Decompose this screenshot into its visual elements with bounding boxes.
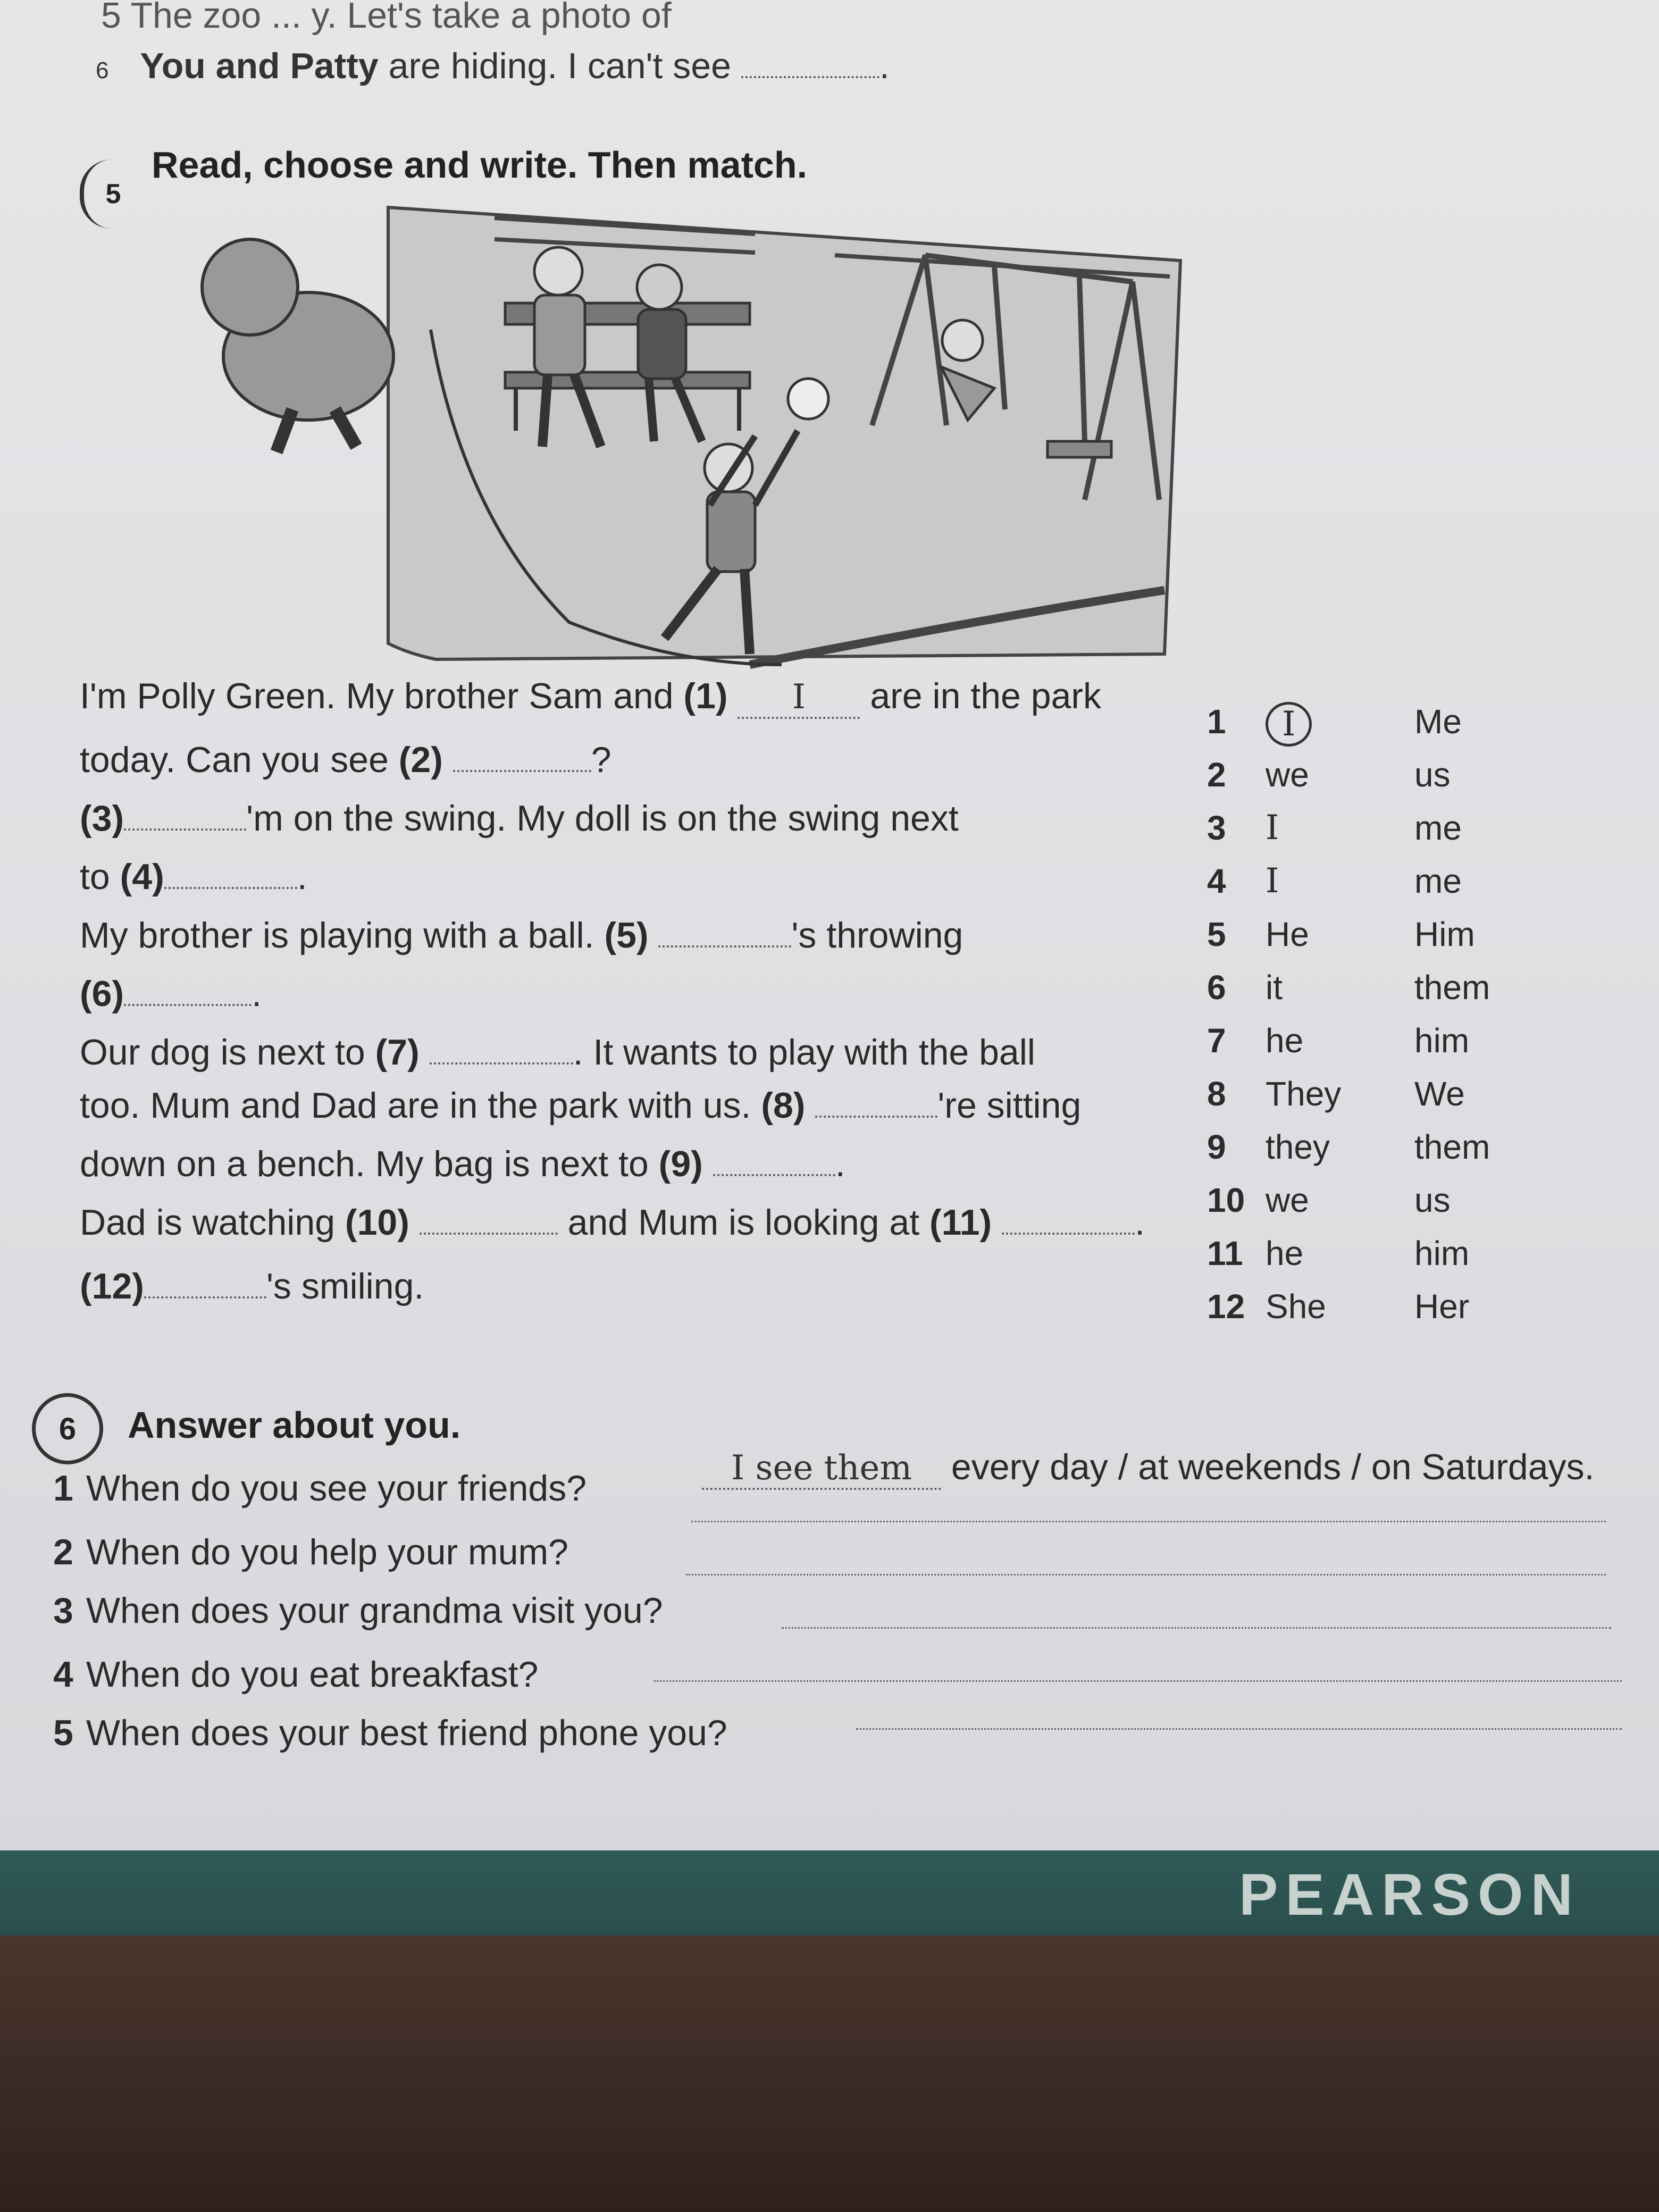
story-text: Dad is watching bbox=[80, 1202, 345, 1243]
match-number: 5 bbox=[1207, 915, 1226, 953]
match-option-a[interactable]: I bbox=[1266, 861, 1279, 901]
gap-number: (4) bbox=[120, 857, 164, 897]
match-row-10 bbox=[1207, 1180, 1537, 1234]
question-number: 5 bbox=[53, 1713, 73, 1753]
answer-1-rest: every day / at weekends / on Saturdays. bbox=[951, 1447, 1595, 1487]
question-5 bbox=[53, 1712, 727, 1754]
gap-number: (1) bbox=[683, 676, 728, 716]
match-option-b[interactable]: them bbox=[1414, 1128, 1490, 1166]
answer-3-line[interactable] bbox=[782, 1627, 1611, 1629]
match-row-4 bbox=[1207, 861, 1537, 915]
exercise5-instruction: Read, choose and write. Then match. bbox=[152, 144, 808, 186]
match-option-b[interactable]: Me bbox=[1414, 702, 1462, 741]
gap-9-blank[interactable] bbox=[713, 1174, 835, 1176]
story-text: 's throwing bbox=[791, 915, 963, 956]
question-number: 4 bbox=[53, 1654, 73, 1695]
gap-number: (8) bbox=[761, 1085, 806, 1126]
story-text: . It wants to play with the ball bbox=[573, 1032, 1035, 1073]
exercise6-number: 6 bbox=[32, 1393, 103, 1464]
match-number: 8 bbox=[1207, 1075, 1226, 1113]
gap-number: (10) bbox=[345, 1202, 409, 1243]
match-option-a[interactable]: he bbox=[1266, 1234, 1304, 1272]
gap-number: (11) bbox=[929, 1202, 992, 1243]
story-text: down on a bench. My bag is next to bbox=[80, 1144, 659, 1184]
gap-number: (7) bbox=[375, 1032, 420, 1073]
question-text: When do you eat breakfast? bbox=[86, 1654, 539, 1695]
match-number: 12 bbox=[1207, 1287, 1245, 1326]
match-row-2 bbox=[1207, 755, 1537, 808]
match-option-a[interactable]: She bbox=[1266, 1287, 1326, 1326]
story-line-10: Dad is watching (10) and Mum is looking at (11) . bbox=[80, 1202, 1145, 1243]
match-option-b[interactable]: them bbox=[1414, 968, 1490, 1007]
story-text: 's smiling. bbox=[266, 1266, 424, 1306]
story-text: too. Mum and Dad are in the park with us. bbox=[80, 1085, 761, 1126]
answer-4-line[interactable] bbox=[654, 1680, 1622, 1682]
line6-bold-text: You and Patty bbox=[140, 46, 379, 86]
match-option-b[interactable]: him bbox=[1414, 1234, 1470, 1272]
story-line-3 bbox=[80, 798, 959, 839]
gap-4-blank[interactable] bbox=[164, 887, 297, 889]
dog-icon bbox=[202, 239, 393, 452]
gap-3-blank[interactable] bbox=[124, 828, 246, 831]
circled-answer: I bbox=[1266, 702, 1312, 747]
answer-5-line[interactable] bbox=[856, 1728, 1622, 1730]
match-row-7 bbox=[1207, 1021, 1537, 1074]
story-text: . bbox=[835, 1144, 845, 1184]
story-line-5 bbox=[80, 915, 963, 956]
question-number: 1 bbox=[53, 1468, 73, 1509]
empty-swing-seat-icon bbox=[1048, 441, 1111, 457]
match-number: 4 bbox=[1207, 862, 1226, 900]
match-row-3 bbox=[1207, 808, 1537, 861]
exercise5-number: 5 bbox=[80, 160, 143, 229]
story-text: . bbox=[252, 974, 262, 1014]
story-line-8 bbox=[80, 1085, 1081, 1126]
answer-2-line[interactable] bbox=[686, 1574, 1606, 1576]
match-option-a[interactable]: they bbox=[1266, 1128, 1330, 1166]
question-text: When does your grandma visit you? bbox=[86, 1590, 663, 1631]
match-number: 3 bbox=[1207, 809, 1226, 847]
story-text: 'm on the swing. My doll is on the swing next bbox=[246, 798, 959, 839]
match-number: 9 bbox=[1207, 1128, 1226, 1166]
story-text: today. Can you see bbox=[80, 740, 399, 780]
match-row-5 bbox=[1207, 915, 1537, 968]
gap-2-blank[interactable] bbox=[453, 770, 591, 772]
gap-number: (12) bbox=[80, 1266, 144, 1306]
match-row-12 bbox=[1207, 1287, 1537, 1340]
gap-11-blank[interactable] bbox=[1002, 1233, 1135, 1235]
gap-number: (9) bbox=[658, 1144, 703, 1184]
story-line-4 bbox=[80, 856, 307, 898]
match-option-b[interactable]: Him bbox=[1414, 915, 1475, 953]
line6-rest-text: are hiding. I can't see bbox=[388, 46, 731, 86]
gap-number: (3) bbox=[80, 798, 124, 839]
gap-7-blank[interactable] bbox=[430, 1062, 573, 1065]
question-text: When do you see your friends? bbox=[86, 1468, 587, 1509]
match-option-b[interactable]: We bbox=[1414, 1075, 1465, 1113]
answer-1 bbox=[702, 1446, 1594, 1490]
story-text: ? bbox=[591, 740, 611, 780]
exercise4-line6: 6 You and Patty are hiding. I can't see . bbox=[96, 46, 890, 86]
match-number: 1 bbox=[1207, 702, 1226, 741]
gap-5-blank[interactable] bbox=[658, 945, 791, 948]
match-option-b[interactable]: him bbox=[1414, 1021, 1470, 1060]
match-option-a[interactable]: we bbox=[1266, 1181, 1309, 1219]
story-line-11 bbox=[80, 1266, 424, 1307]
question-2 bbox=[53, 1531, 568, 1573]
question-text: When do you help your mum? bbox=[86, 1532, 568, 1572]
match-row-11 bbox=[1207, 1234, 1537, 1287]
match-row-6 bbox=[1207, 968, 1537, 1021]
gap-6-blank[interactable] bbox=[124, 1004, 252, 1006]
match-option-a[interactable]: I bbox=[1266, 808, 1279, 848]
match-option-a[interactable]: he bbox=[1266, 1021, 1304, 1060]
match-option-b[interactable]: us bbox=[1414, 756, 1451, 794]
table-surface bbox=[0, 1936, 1659, 2212]
story-line-2 bbox=[80, 739, 611, 781]
story-text: to bbox=[80, 857, 120, 897]
line6-blank[interactable] bbox=[741, 76, 879, 78]
story-text: . bbox=[297, 857, 307, 897]
gap-8-blank[interactable] bbox=[815, 1116, 937, 1118]
match-option-b[interactable]: me bbox=[1414, 862, 1462, 900]
story-text: and Mum is looking at bbox=[557, 1202, 929, 1243]
match-option-a[interactable] bbox=[1266, 702, 1312, 747]
match-number: 10 bbox=[1207, 1181, 1245, 1219]
match-option-a[interactable]: They bbox=[1266, 1075, 1342, 1113]
match-option-b[interactable]: Her bbox=[1414, 1287, 1470, 1326]
match-option-a[interactable]: He bbox=[1266, 915, 1309, 953]
story-text: 're sitting bbox=[937, 1085, 1082, 1126]
story-text: Our dog is next to bbox=[80, 1032, 375, 1073]
ball-icon bbox=[788, 379, 828, 419]
exercise6-instruction: Answer about you. bbox=[128, 1404, 461, 1446]
gap-10-blank[interactable] bbox=[420, 1233, 558, 1235]
exercise4-line5-fragment: 5 The zoo ... y. Let's take a photo of bbox=[101, 0, 672, 36]
match-number: 2 bbox=[1207, 756, 1226, 794]
answer-1-blank[interactable]: I see them bbox=[702, 1448, 941, 1490]
match-number: 7 bbox=[1207, 1021, 1226, 1060]
story-line-6 bbox=[80, 973, 262, 1015]
publisher-logo: PEARSON bbox=[1239, 1862, 1580, 1928]
story-text: My brother is playing with a ball. bbox=[80, 915, 605, 956]
line6-number: 6 bbox=[96, 57, 109, 83]
gap-12-blank[interactable] bbox=[144, 1296, 266, 1298]
question-4 bbox=[53, 1654, 538, 1695]
story-text: I'm Polly Green. My brother Sam and bbox=[80, 676, 684, 716]
gap-number: (2) bbox=[398, 740, 443, 780]
question-1 bbox=[53, 1468, 586, 1509]
story-line-9 bbox=[80, 1143, 845, 1185]
match-row-1 bbox=[1207, 702, 1537, 755]
match-option-a[interactable]: we bbox=[1266, 756, 1309, 794]
match-option-b[interactable]: us bbox=[1414, 1181, 1451, 1219]
match-option-b[interactable]: me bbox=[1414, 809, 1462, 847]
gap-number: (5) bbox=[604, 915, 649, 956]
match-number: 11 bbox=[1207, 1234, 1243, 1272]
answer-1-line-2[interactable] bbox=[691, 1521, 1606, 1522]
gap-1-blank[interactable]: I bbox=[738, 677, 860, 719]
match-row-8 bbox=[1207, 1074, 1537, 1127]
gap-number: (6) bbox=[80, 974, 124, 1014]
match-number: 6 bbox=[1207, 968, 1226, 1007]
park-illustration bbox=[90, 197, 1250, 675]
story-line-1 bbox=[80, 675, 1101, 719]
question-number: 2 bbox=[53, 1532, 73, 1572]
story-text: are in the park bbox=[860, 676, 1102, 716]
question-3 bbox=[53, 1590, 663, 1631]
question-number: 3 bbox=[53, 1590, 73, 1631]
match-option-a[interactable]: it bbox=[1266, 968, 1283, 1007]
question-text: When does your best friend phone you? bbox=[86, 1713, 727, 1753]
story-line-7 bbox=[80, 1032, 1035, 1073]
match-row-9 bbox=[1207, 1127, 1537, 1180]
